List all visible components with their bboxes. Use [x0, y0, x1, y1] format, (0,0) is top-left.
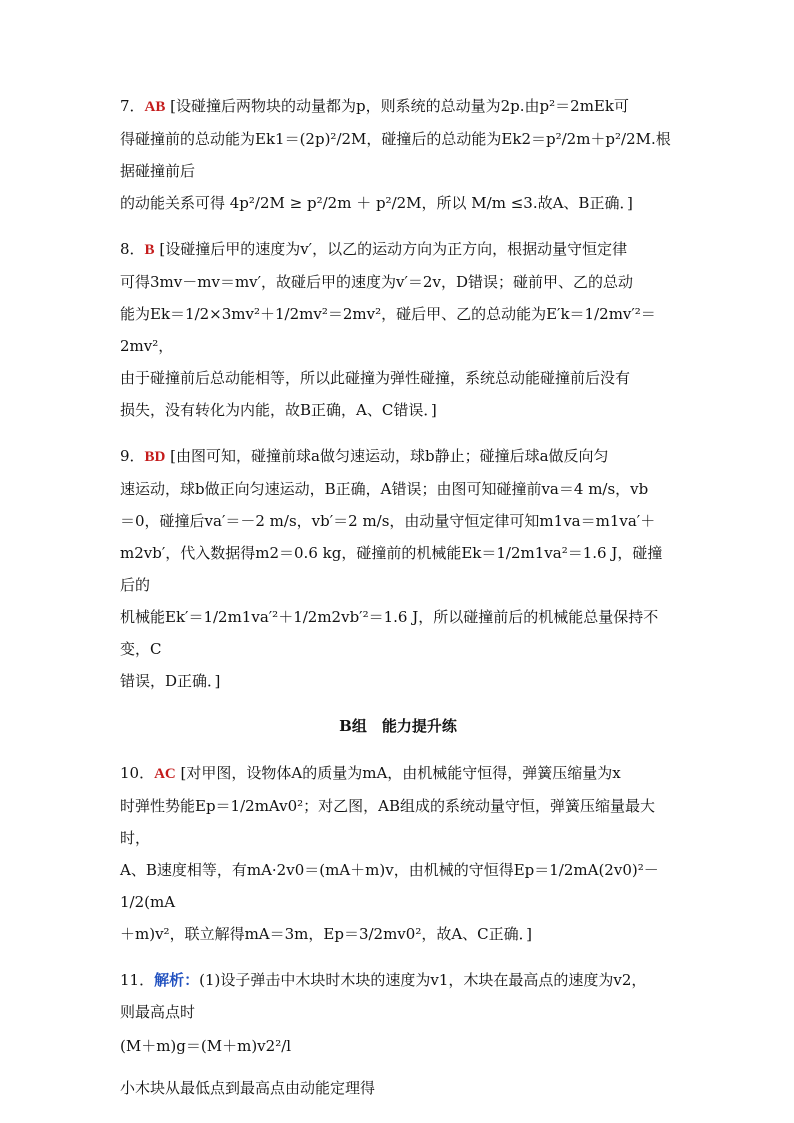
- q10-answer: AC: [154, 766, 176, 782]
- q9-line5: 机械能Ek′＝1/2m1va′²＋1/2m2vb′²＝1.6 J，所以碰撞前后的机械能总量保持不变，C: [120, 608, 659, 658]
- q8-line3: 能为Ek＝1/2×3mv²＋1/2mv²＝2mv²，碰后甲、乙的总动能为E′k＝1/2mv′²＝2mv²，: [120, 305, 656, 355]
- q10-number: 10．: [120, 764, 155, 782]
- q10-line4: ＋m)v²，联立解得mA＝3m，Ep＝3/2mv0²，故A、C正确．]: [120, 925, 532, 943]
- q8-line5: 损失，没有转化为内能，故B正确，A、C错误．]: [120, 401, 437, 419]
- q10-line1: [对甲图，设物体A的质量为mA，由机械能守恒得，弹簧压缩量为x: [180, 764, 621, 782]
- q11-label: 解析：: [154, 971, 200, 989]
- q9-block: [120, 440, 676, 697]
- q10-block: [120, 757, 676, 950]
- solution-page: [120, 90, 676, 1118]
- q8-answer: B: [144, 242, 155, 258]
- q10-line2: 时弹性势能Ep＝1/2mAv0²；对乙图，AB组成的系统动量守恒，弹簧压缩量最大时，: [120, 797, 656, 847]
- q11-number: 11．: [120, 971, 155, 989]
- q7-line2: 得碰撞前的总动能为Ek1＝(2p)²/2M，碰撞后的总动能为Ek2＝p²/2m＋p²/2M.根据碰撞前后: [120, 130, 671, 180]
- q8-number: 8．: [120, 240, 145, 258]
- q8-block: [120, 233, 676, 426]
- q7-number: 7．: [120, 97, 145, 115]
- q9-line6: 错误，D正确．]: [120, 672, 221, 690]
- q8-line1: [设碰撞后甲的速度为v′，以乙的运动方向为正方向，根据动量守恒定律: [159, 240, 628, 258]
- q11-line1: (1)设子弹击中木块时木块的速度为v1，木块在最高点的速度为v2，: [199, 971, 647, 989]
- q8-line4: 由于碰撞前后总动能相等，所以此碰撞为弹性碰撞，系统总动能碰撞前后没有: [120, 369, 631, 387]
- q11-block: [120, 964, 676, 1104]
- q9-number: 9．: [120, 447, 145, 465]
- q7-line1: [设碰撞后两物块的动量都为p，则系统的总动量为2p.由p²＝2mEk可: [170, 97, 629, 115]
- q9-line2: 速运动，球b做正向匀速运动，B正确，A错误；由图可知碰撞前va＝4 m/s，vb: [120, 480, 649, 498]
- q9-line4: m2vb′，代入数据得m2＝0.6 kg，碰撞前的机械能Ek＝1/2m1va²＝1.6 J，碰撞后的: [120, 544, 663, 594]
- q9-line3: ＝0，碰撞后va′＝－2 m/s，vb′＝2 m/s，由动量守恒定律可知m1va＝m1va′＋: [120, 512, 656, 530]
- q7-line3: 的动能关系可得 4p²/2M ≥ p²/2m ＋ p²/2M，所以 M/m ≤3.故A、B正确．]: [120, 194, 633, 212]
- q7-answer: AB: [144, 99, 166, 115]
- q8-line2: 可得3mv－mv＝mv′，故碰后甲的速度为v′＝2v，D错误；碰前甲、乙的总动: [120, 273, 633, 291]
- q11-line2: 则最高点时: [120, 1003, 196, 1021]
- q7-block: [120, 90, 676, 219]
- q9-line1: [由图可知，碰撞前球a做匀速运动，球b静止；碰撞后球a做反向匀: [170, 447, 609, 465]
- q10-line3: A、B速度相等，有mA·2v0＝(mA＋m)v，由机械的守恒得Ep＝1/2mA(2v0)²－1/2(mA: [120, 861, 659, 911]
- q9-answer: BD: [144, 449, 166, 465]
- section-heading: B组 能力提升练: [339, 717, 457, 735]
- q11-equation: (M＋m)g＝(M＋m)v2²/l: [120, 1037, 292, 1055]
- q11-line3: 小木块从最低点到最高点由动能定理得: [120, 1079, 376, 1097]
